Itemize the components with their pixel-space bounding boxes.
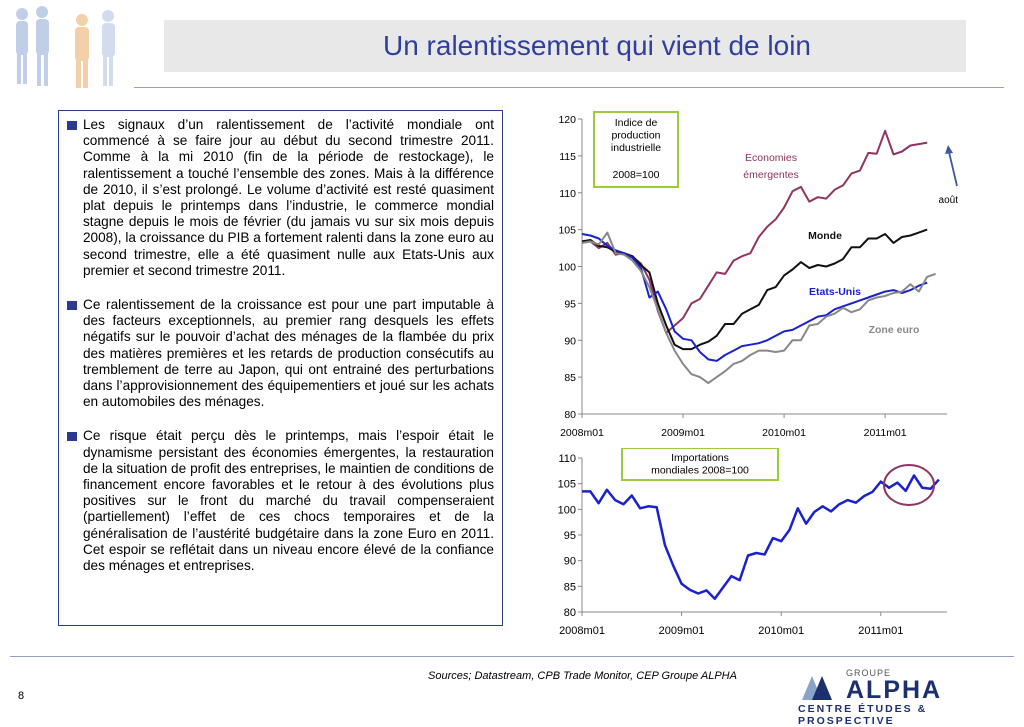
x-tick-label: 2009m01 bbox=[661, 427, 705, 439]
bullet-item bbox=[67, 297, 494, 410]
y-tick-label: 95 bbox=[564, 298, 576, 311]
x-tick-label: 2008m01 bbox=[560, 427, 604, 439]
y-tick-label: 85 bbox=[563, 581, 576, 594]
world-imports-chart bbox=[540, 448, 960, 648]
chart-subtitle: 2008=100 bbox=[612, 169, 660, 181]
x-tick-label: 2011m01 bbox=[863, 427, 907, 439]
y-tick-label: 105 bbox=[557, 478, 576, 491]
logo-name-text: ALPHA bbox=[846, 676, 943, 704]
y-tick-label: 100 bbox=[558, 261, 576, 274]
series-label: Economies bbox=[745, 152, 797, 164]
alpha-logo-mark-icon bbox=[798, 672, 842, 702]
annotation-arrowhead-icon bbox=[945, 145, 953, 154]
y-tick-label: 115 bbox=[559, 150, 576, 163]
page-number: 8 bbox=[18, 690, 25, 702]
series-line-zone-euro bbox=[582, 233, 936, 383]
annotation-arrow bbox=[949, 152, 957, 186]
y-tick-label: 100 bbox=[557, 504, 576, 517]
bullet-square-icon bbox=[67, 432, 77, 441]
x-tick-label: 2010m01 bbox=[758, 625, 805, 637]
x-tick-label: 2009m01 bbox=[658, 625, 705, 637]
x-tick-label: 2008m01 bbox=[559, 625, 605, 637]
logo-groupe-text: GROUPE bbox=[846, 668, 892, 678]
logo-tagline-text: CENTRE ÉTUDES & PROSPECTIVE bbox=[798, 703, 928, 727]
series-label: émergentes bbox=[743, 169, 799, 181]
page-title: Un ralentissement qui vient de loin bbox=[382, 30, 811, 61]
footer-divider bbox=[10, 656, 1014, 657]
y-tick-label: 110 bbox=[559, 187, 576, 200]
y-tick-label: 95 bbox=[563, 530, 576, 542]
y-tick-label: 90 bbox=[563, 555, 576, 568]
x-tick-label: 2010m01 bbox=[762, 427, 806, 439]
industrial-production-chart bbox=[540, 110, 960, 445]
bullet-item bbox=[67, 117, 494, 279]
y-tick-label: 85 bbox=[564, 372, 576, 385]
series-label: Etats-Unis bbox=[809, 286, 861, 298]
y-tick-label: 80 bbox=[563, 607, 576, 619]
y-tick-label: 120 bbox=[558, 114, 576, 126]
bullet-text: Les signaux d’un ralentissement de l’activité mondiale ont commencé à se faire jour au début du second trimestre 2011. Comme à la mi 2010 (fin de la période de restockage), le ralentissement a touché l’ensemble des zones. Mais à la différence de 2010, il s’est prolongé. Le volume d’activité est resté quasiment plat depuis le printemps dans l’industrie, le commerce mondial stagne depuis le mois de février (du jamais vu sur six mois depuis 2008), la croissance du PIB a fortement ralenti dans la zone euro au second trimestre, elle a été quasiment nulle aux Etats-Unis aux premier et second trimestre 2011. bbox=[83, 117, 494, 278]
y-tick-label: 90 bbox=[564, 335, 576, 348]
bullet-text: Ce risque était perçu dès le printemps, mais l’espoir était le dynamisme persistant des économies émergentes, la restauration de la situation de profit des entreprises, le maintien de conditions de financement encore favorables et le retour à des évolutions plus positives sur le front du marché du travail compenseraient (partiellement) l’effet de ces chocs temporaires et de la généralisation de l’austérité budgétaire dans la zone Euro en 2011. Cet espoir se reflétait dans un niveau encore élevé de la confiance des ménages et entreprises. bbox=[83, 428, 494, 574]
title-bar bbox=[164, 20, 966, 72]
y-tick-label: 105 bbox=[558, 224, 576, 237]
series-label: Zone euro bbox=[868, 324, 920, 336]
annotation-label: août bbox=[938, 195, 958, 206]
series-label: Monde bbox=[808, 230, 842, 242]
bullet-text: Ce ralentissement de la croissance est pour une part imputable à des facteurs exceptionnels, au premier rang desquels les effets négatifs sur le pouvoir d’achat des ménages de la flambée du prix des matières premières et les retards de production consécutifs au tremblement de terre au Japon, qui ont entrainé des perturbations dans l’approvisionnement des équipementiers et joué sur les achats en automobiles des ménages. bbox=[83, 297, 494, 410]
bullet-item bbox=[67, 428, 494, 574]
y-tick-label: 110 bbox=[558, 453, 576, 465]
x-tick-label: 2011m01 bbox=[858, 625, 904, 637]
text-box bbox=[58, 110, 503, 626]
people-silhouette-image bbox=[8, 2, 128, 92]
y-tick-label: 80 bbox=[564, 409, 576, 421]
chart-title: Indice de production industrielle bbox=[610, 117, 662, 154]
bullet-square-icon bbox=[67, 301, 77, 310]
series-line-imports bbox=[582, 476, 939, 599]
bullet-square-icon bbox=[67, 121, 77, 130]
title-divider bbox=[134, 87, 1004, 88]
sources-note: Sources; Datastream, CPB Trade Monitor, CEP Groupe ALPHA bbox=[428, 670, 737, 682]
alpha-logo bbox=[798, 668, 1018, 727]
chart-title: Importations mondiales 2008=100 bbox=[651, 452, 749, 477]
